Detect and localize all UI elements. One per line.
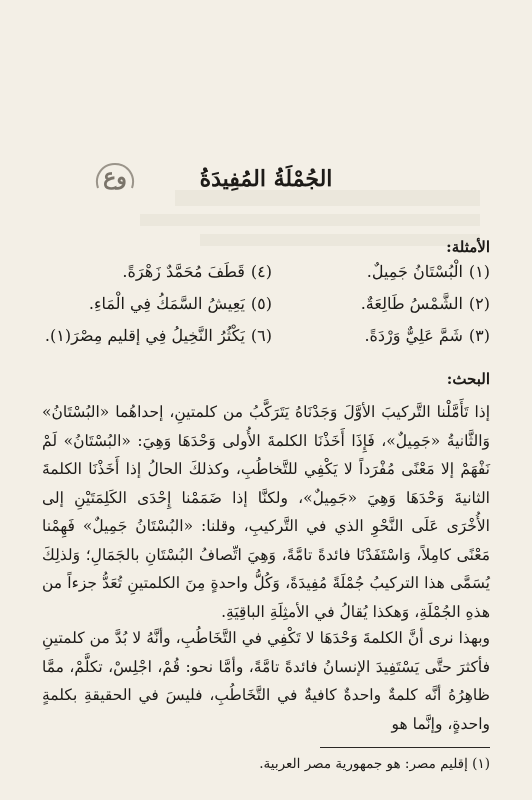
conclusion-text: وبهذا نرى أنَّ الكلمةَ وَحْدَهَا لا تَكْفِي في التَّخَاطُبِ، وأنَّهُ لا بُدَّ من كلمتينِ فأكثرَ حتَّى يَسْتَفِيدَ الإنسانُ فائدةً تامَّةً، وأمَّا نحو: قُمْ، اجْلِسْ، تكلَّمْ، ممَّا ظاهِرُهُ أنَّه كلمةٌ واحدةٌ كافيةٌ في التَّخَاطُبِ، فليسَ في الحقيقةِ بكلمةٍ واحدةٍ، وإنَّما هو — [42, 629, 490, 733]
discussion-text: إذا تَأَمَّلْنا التَّركيبَ الأوَّلَ وَجَدْنَاهُ يَتَرَكَّبُ من كلمتينِ، إحداهُما «البُسْتَانُ» وَالثَّانيةُ «جَمِيلٌ»، فَإِذَا أَخَذْنَا الكلمةَ الأُولى وَحْدَهَا وَهِيَ: «البُسْتَانُ» لَمْ نَفْهَمْ إلا مَعْنًى مُفْرَداً لا يَكْفِي للتَّخاطُبِ، وكذلكَ الحالُ إذا أَخَذْنَا الكلمةَ الثانيةَ وَحْدَهَا وَهِيَ «جَمِيلٌ»، ولكنَّا إذا ضَمَمْنا إِحْدَى الكَلِمَتَيْنِ إلى الأُخْرَى عَلَى النَّحْوِ الذي في التَّركيبِ، وقلنا: «البُسْتَانُ جَمِيلٌ» فَهِمْنا مَعْنًى كامِلاً، وَاسْتَفَدْنَا فائدةً تامَّةً، وَهِيَ اتِّصافُ البُسْتَانِ بالجَمَالِ؛ وَلذلِكَ يُسَمَّى هذا التركيبُ جُمْلَةً مُفِيدَةً، وَكُلُّ واحدةٍ مِنَ الكلمتينِ تُعَدُّ جزءاً من هذهِ الجُمْلَةِ، وَهكذا يُقالُ في الأمثِلَةِ الباقِيَةِ. — [42, 403, 490, 621]
footnote-divider — [320, 747, 490, 748]
bleed-through-block — [140, 214, 480, 226]
examples-row — [60, 262, 490, 294]
bleed-through-block — [200, 234, 480, 246]
example-item: (١)الْبُسْتَانُ جَمِيلٌ. — [366, 262, 490, 281]
page-title: الجُمْلَةُ المُفِيدَةُ — [199, 166, 333, 192]
unit-ornament — [92, 158, 138, 196]
examples-row — [44, 326, 490, 358]
page-title-area — [0, 158, 532, 202]
example-item: (٤)قَطَفَ مُحَمَّدٌ زَهْرَةً. — [122, 262, 272, 281]
examples-list — [44, 262, 490, 358]
example-item: (٥)يَعِيشُ السَّمَكُ فِي الْمَاءِ. — [88, 294, 272, 313]
footnote: (١) إقليم مصر: هو جمهورية مصر العربية. — [259, 756, 490, 772]
example-item: (٢)الشَّمْسُ طَالِعَةٌ. — [360, 294, 490, 313]
conclusion-paragraph — [42, 624, 490, 738]
examples-heading: الأمثلة: — [446, 238, 490, 256]
unit-ornament-text: وع — [103, 164, 127, 190]
example-item: (٣)شَمَّ عَلِيٌّ وَرْدَةً. — [364, 326, 490, 345]
example-item: (٦)يَكْثُرُ النَّخِيلُ فِي إقليم مِصْرَ(١). — [44, 326, 272, 345]
discussion-heading: البحث: — [446, 370, 490, 388]
discussion-paragraph — [42, 398, 490, 626]
examples-row — [60, 294, 490, 326]
